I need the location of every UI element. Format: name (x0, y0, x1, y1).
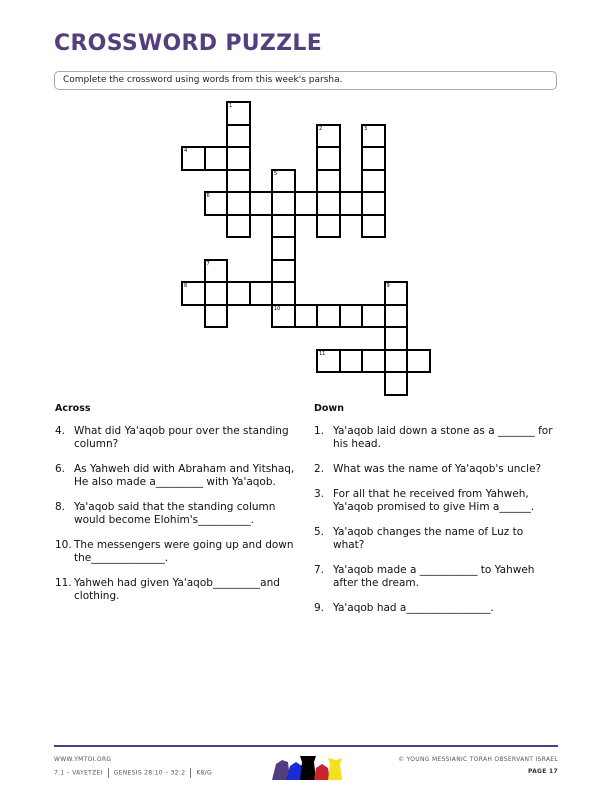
crossword-cell[interactable] (271, 304, 296, 329)
cell-number: 11 (319, 350, 326, 357)
cell-number: 1 (229, 103, 233, 109)
cell-number: 7 (206, 260, 210, 267)
crossword-cell[interactable] (204, 304, 229, 329)
footer-reference: GENESIS 28:10 – 32:2 (113, 769, 186, 777)
page-number: PAGE 17 (527, 768, 558, 775)
footer-lesson-info (54, 768, 212, 778)
crossword-cell[interactable] (294, 304, 319, 329)
crossword-cell[interactable] (181, 281, 206, 306)
crossword-cell[interactable] (339, 304, 364, 329)
crossword-cell[interactable] (226, 101, 251, 126)
across-clues (55, 403, 295, 615)
crossword-cell[interactable] (316, 191, 341, 216)
clue-down-9: 9. Ya'aqob had a________________. (314, 602, 494, 614)
footer-level: K8/G (196, 769, 212, 777)
crossword-cell[interactable] (271, 259, 296, 284)
crossword-cell[interactable] (384, 371, 409, 396)
crossword-cell[interactable] (294, 191, 319, 216)
clue-across-11: 11. Yahweh had given Ya'aqob_________and clothing. (55, 577, 280, 602)
footer-url: WWW.YMTOI.ORG (54, 756, 112, 763)
crossword-cell[interactable] (204, 259, 229, 284)
footer-copyright: © YOUNG MESSIANIC TORAH OBSERVANT ISRAEL (398, 756, 558, 763)
crossword-cell[interactable] (316, 304, 341, 329)
cell-number: 6 (206, 193, 210, 199)
crossword-cell[interactable] (181, 146, 206, 171)
crossword-cell[interactable] (249, 281, 274, 306)
crossword-cell[interactable] (361, 169, 386, 194)
clue-down-1: 1. Ya'aqob laid down a stone as a _______ for his head. (314, 425, 553, 450)
crossword-cell[interactable] (316, 349, 341, 374)
crossword-cell[interactable] (361, 349, 386, 374)
clue-down-5: 5. Ya'aqob changes the name of Luz to what? (314, 526, 524, 551)
cell-number: 4 (184, 148, 188, 154)
instructions-text: Complete the crossword using words from this week's parsha. (63, 75, 343, 85)
crossword-cell[interactable] (384, 326, 409, 351)
clue-down-7: 7. Ya'aqob made a ___________ to Yahweh after the dream. (314, 564, 535, 589)
divider (190, 768, 191, 778)
down-heading: Down (314, 403, 344, 414)
crossword-cell[interactable] (271, 191, 296, 216)
crossword-cell[interactable] (361, 124, 386, 149)
crossword-cell[interactable] (271, 236, 296, 261)
cell-number: 5 (274, 170, 278, 177)
ymtoi-figures-logo-icon (270, 750, 354, 782)
clue-across-10: 10. The messengers were going up and down the______________. (55, 539, 294, 564)
cell-number: 9 (386, 283, 390, 289)
crossword-cell[interactable] (339, 191, 364, 216)
crossword-cell[interactable] (204, 146, 229, 171)
crossword-cell[interactable] (271, 214, 296, 239)
crossword-cell[interactable] (204, 191, 229, 216)
down-clues (314, 403, 554, 627)
instructions-box (54, 71, 557, 90)
crossword-cell[interactable] (226, 169, 251, 194)
crossword-cell[interactable] (339, 349, 364, 374)
crossword-cell[interactable] (361, 304, 386, 329)
divider (108, 768, 109, 778)
crossword-cell[interactable] (249, 191, 274, 216)
clue-down-2: 2. What was the name of Ya'aqob's uncle? (314, 463, 542, 475)
crossword-cell[interactable] (316, 169, 341, 194)
clue-across-8: 8. Ya'aqob said that the standing column would become Elohim's__________. (55, 501, 276, 526)
crossword-cell[interactable] (226, 191, 251, 216)
crossword-cell[interactable] (361, 214, 386, 239)
crossword-cell[interactable] (361, 191, 386, 216)
crossword-cell[interactable] (316, 214, 341, 239)
footer-lesson: 7.1 – VAYETZEI (54, 769, 103, 777)
footer-rule (54, 745, 558, 747)
cell-number: 3 (364, 125, 368, 132)
clue-down-3: 3. For all that he received from Yahweh, Ya'aqob promised to give Him a______. (314, 488, 535, 513)
clue-across-4: 4. What did Ya'aqob pour over the standing column? (55, 425, 289, 450)
crossword-cell[interactable] (226, 214, 251, 239)
crossword-cell[interactable] (226, 146, 251, 171)
crossword-cell[interactable] (226, 124, 251, 149)
clue-across-6: 6. As Yahweh did with Abraham and Yitshaq, He also made a_________ with Ya'aqob. (55, 463, 295, 488)
crossword-cell[interactable] (384, 349, 409, 374)
crossword-cell[interactable] (316, 124, 341, 149)
crossword-cell[interactable] (226, 281, 251, 306)
crossword-cell[interactable] (384, 304, 409, 329)
crossword-grid (181, 101, 441, 401)
crossword-cell[interactable] (271, 169, 296, 194)
crossword-cell[interactable] (316, 146, 341, 171)
crossword-cell[interactable] (271, 281, 296, 306)
cell-number: 2 (319, 125, 323, 132)
cell-number: 8 (184, 283, 188, 289)
crossword-cell[interactable] (361, 146, 386, 171)
crossword-cell[interactable] (384, 281, 409, 306)
crossword-cell[interactable] (204, 281, 229, 306)
crossword-cell[interactable] (406, 349, 431, 374)
cell-number: 10 (274, 305, 281, 312)
page-title: CROSSWORD PUZZLE (54, 31, 323, 56)
across-heading: Across (55, 403, 91, 414)
